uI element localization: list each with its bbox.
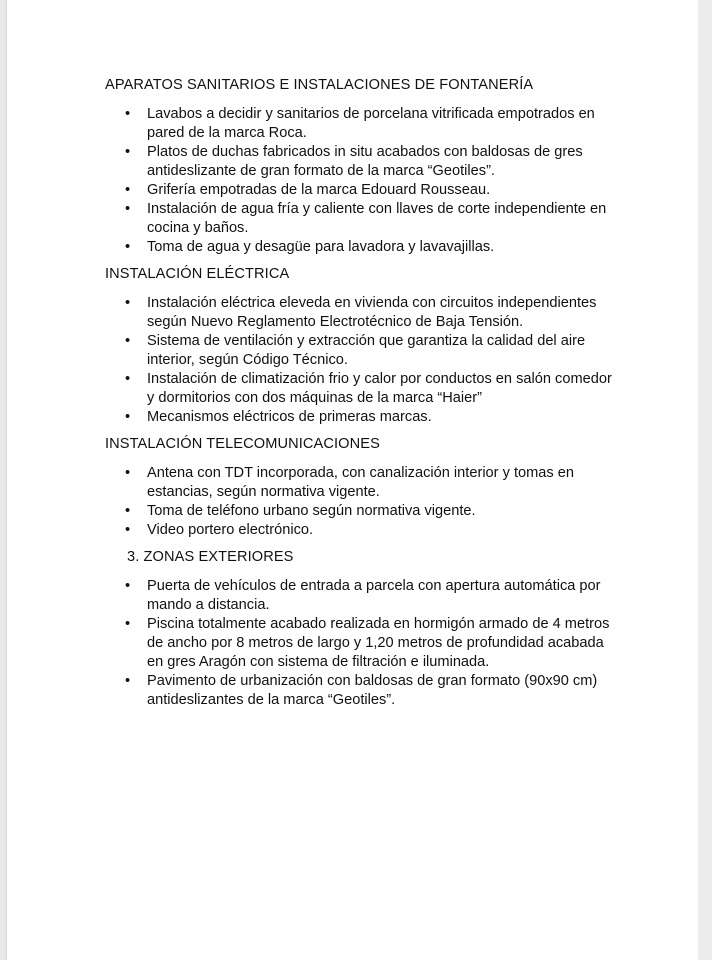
bullet-icon: • [125, 465, 131, 481]
list-item-text: Instalación de agua fría y caliente con llaves de corte independiente en cocina y baños. [147, 201, 607, 236]
bullet-icon: • [125, 503, 131, 519]
list-item [105, 408, 615, 427]
list-item-text: Mecanismos eléctricos de primeras marcas. [147, 409, 432, 425]
bullet-list [105, 105, 615, 257]
bullet-icon: • [125, 106, 131, 122]
bullet-icon: • [125, 371, 131, 387]
list-item-text: Instalación de climatización frio y calor por conductos en salón comedor y dormitorios con dos máquinas de la marca “Haier” [147, 371, 612, 406]
list-item-text: Puerta de vehículos de entrada a parcela con apertura automática por mando a distancia. [147, 578, 601, 613]
list-item-text: Platos de duchas fabricados in situ acabados con baldosas de gres antideslizante de gran formato de la marca “Geotiles”. [147, 144, 583, 179]
list-item-text: Grifería empotradas de la marca Edouard Rousseau. [147, 182, 491, 198]
page-edge [698, 0, 712, 960]
list-item [105, 181, 615, 200]
bullet-icon: • [125, 182, 131, 198]
list-item [105, 238, 615, 257]
list-item [105, 615, 615, 672]
bullet-icon: • [125, 295, 131, 311]
list-item-text: Pavimento de urbanización con baldosas de gran formato (90x90 cm) antideslizantes de la marca “Geotiles”. [147, 673, 598, 708]
document-content [105, 76, 615, 718]
section-heading: INSTALACIÓN TELECOMUNICACIONES [105, 436, 380, 452]
list-item [105, 370, 615, 408]
bullet-icon: • [125, 144, 131, 160]
list-item [105, 502, 615, 521]
section-heading: 3. ZONAS EXTERIORES [127, 549, 294, 565]
list-item-text: Video portero electrónico. [147, 522, 314, 538]
bullet-icon: • [125, 673, 131, 689]
bullet-icon: • [125, 239, 131, 255]
bullet-icon: • [125, 409, 131, 425]
section-sanitarios [105, 76, 615, 257]
list-item [105, 332, 615, 370]
list-item-text: Lavabos a decidir y sanitarios de porcelana vitrificada empotrados en pared de la marca Roca. [147, 106, 595, 141]
section-electrica [105, 265, 615, 427]
bullet-list [105, 577, 615, 710]
bullet-list [105, 464, 615, 540]
bullet-list [105, 294, 615, 427]
bullet-icon: • [125, 522, 131, 538]
list-item [105, 294, 615, 332]
list-item-text: Toma de agua y desagüe para lavadora y lavavajillas. [147, 239, 495, 255]
list-item-text: Toma de teléfono urbano según normativa vigente. [147, 503, 476, 519]
list-item [105, 464, 615, 502]
list-item [105, 200, 615, 238]
section-zonas-exteriores [105, 548, 615, 710]
bullet-icon: • [125, 201, 131, 217]
list-item [105, 672, 615, 710]
section-heading: INSTALACIÓN ELÉCTRICA [105, 266, 290, 282]
list-item [105, 577, 615, 615]
section-heading: APARATOS SANITARIOS E INSTALACIONES DE FONTANERÍA [105, 77, 534, 93]
list-item [105, 105, 615, 143]
bullet-icon: • [125, 578, 131, 594]
section-telecomunicaciones [105, 435, 615, 540]
list-item [105, 521, 615, 540]
list-item [105, 143, 615, 181]
list-item-text: Antena con TDT incorporada, con canalización interior y tomas en estancias, según normativa vigente. [147, 465, 574, 500]
document-page [7, 0, 698, 960]
list-item-text: Sistema de ventilación y extracción que garantiza la calidad del aire interior, según Código Técnico. [147, 333, 586, 368]
bullet-icon: • [125, 616, 131, 632]
list-item-text: Instalación eléctrica eleveda en vivienda con circuitos independientes según Nuevo Reglamento Electrotécnico de Baja Tensión. [147, 295, 597, 330]
bullet-icon: • [125, 333, 131, 349]
list-item-text: Piscina totalmente acabado realizada en hormigón armado de 4 metros de ancho por 8 metros de largo y 1,20 metros de profundidad acabada en gres Aragón con sistema de filtración e iluminada. [147, 616, 610, 670]
